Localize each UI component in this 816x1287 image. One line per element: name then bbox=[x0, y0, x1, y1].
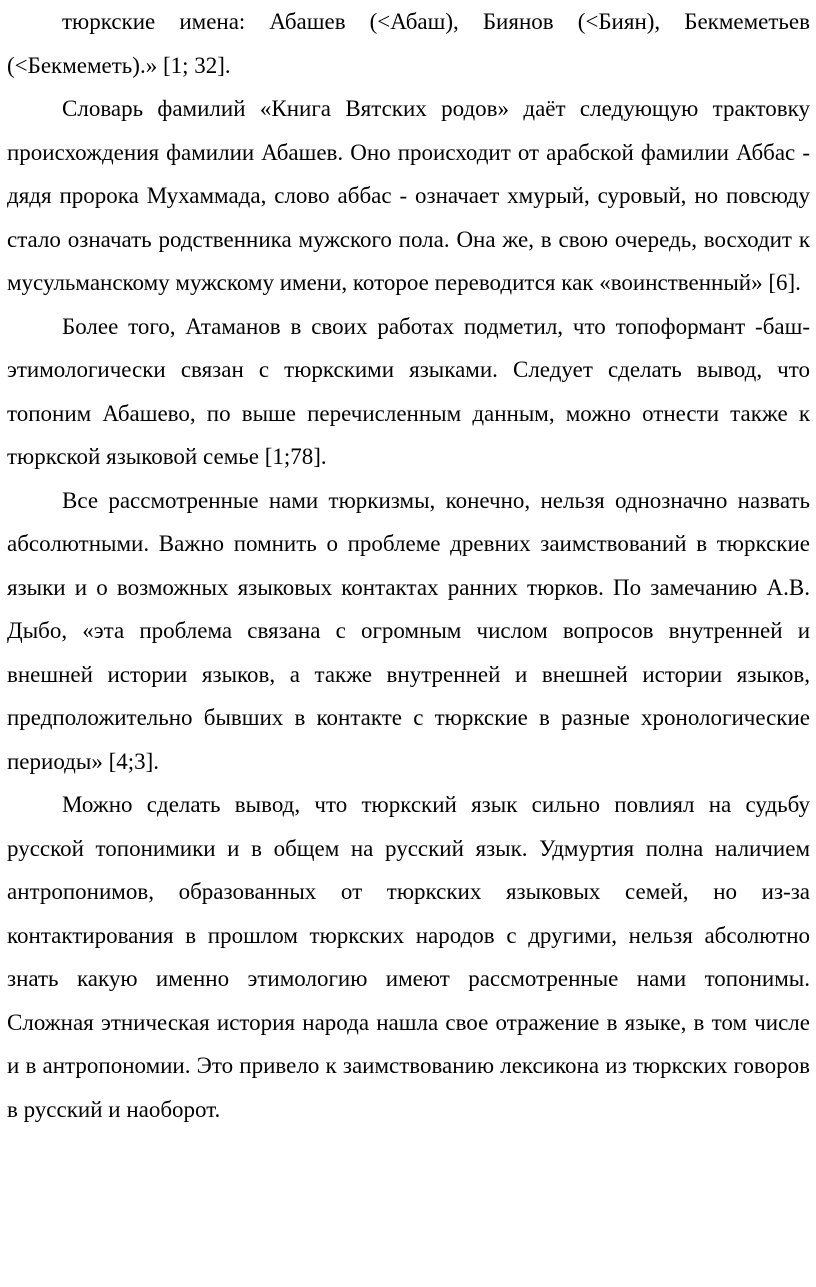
paragraph-surname-dictionary: Словарь фамилий «Книга Вятских родов» даёт следующую трактовку происхождения фамилии Абашев. Оно происходит от арабской фамилии Аббас - дядя пророка Мухаммада, слово аббас - означает хмурый, суровый, но повсюду стало означать родственника мужского пола. Она же, в свою очередь, восходит к мусульманскому мужскому имени, которое переводится как «воинственный» [6]. bbox=[7, 96, 810, 295]
paragraph-conclusion: Можно сделать вывод, что тюркский язык сильно повлиял на судьбу русской топонимики и в общем на русский язык. Удмуртия полна наличием антропонимов, образованных от тюркских языковых семей, но из-за контактирования в прошлом тюркских народов с другими, нельзя абсолютно знать какую именно этимологию имеют рассмотренные нами топонимы. Сложная этническая история народа нашла свое отражение в языке, в том числе и в антропономии. Это привело к заимствованию лексикона из тюркских говоров в русский и наоборот. bbox=[7, 792, 810, 1122]
paragraph-turkisms: Все рассмотренные нами тюркизмы, конечно, нельзя однозначно назвать абсолютными. Важно помнить о проблеме древних заимствований в тюркские языки и о возможных языковых контактах ранних тюрков. По замечанию А.В. Дыбо, «эта проблема связана с огромным числом вопросов внутренней и внешней истории языков, а также внутренней и внешней истории языков, предположительно бывших в контакте с тюркские в разные хронологические периоды» [4;3]. bbox=[7, 487, 810, 774]
document-body bbox=[7, 0, 810, 1131]
paragraph-toponym-formant: Более того, Атаманов в своих работах подметил, что топоформант -баш- этимологически связан с тюркскими языками. Следует сделать вывод, что топоним Абашево, по выше перечисленным данным, можно отнести также к тюркской языковой семье [1;78]. bbox=[7, 313, 810, 469]
paragraph-continuation: тюркские имена: Абашев (<Абаш), Биянов (<Биян), Бекмеметьев (<Бекмеметь).» [1; 32]. bbox=[7, 9, 810, 78]
